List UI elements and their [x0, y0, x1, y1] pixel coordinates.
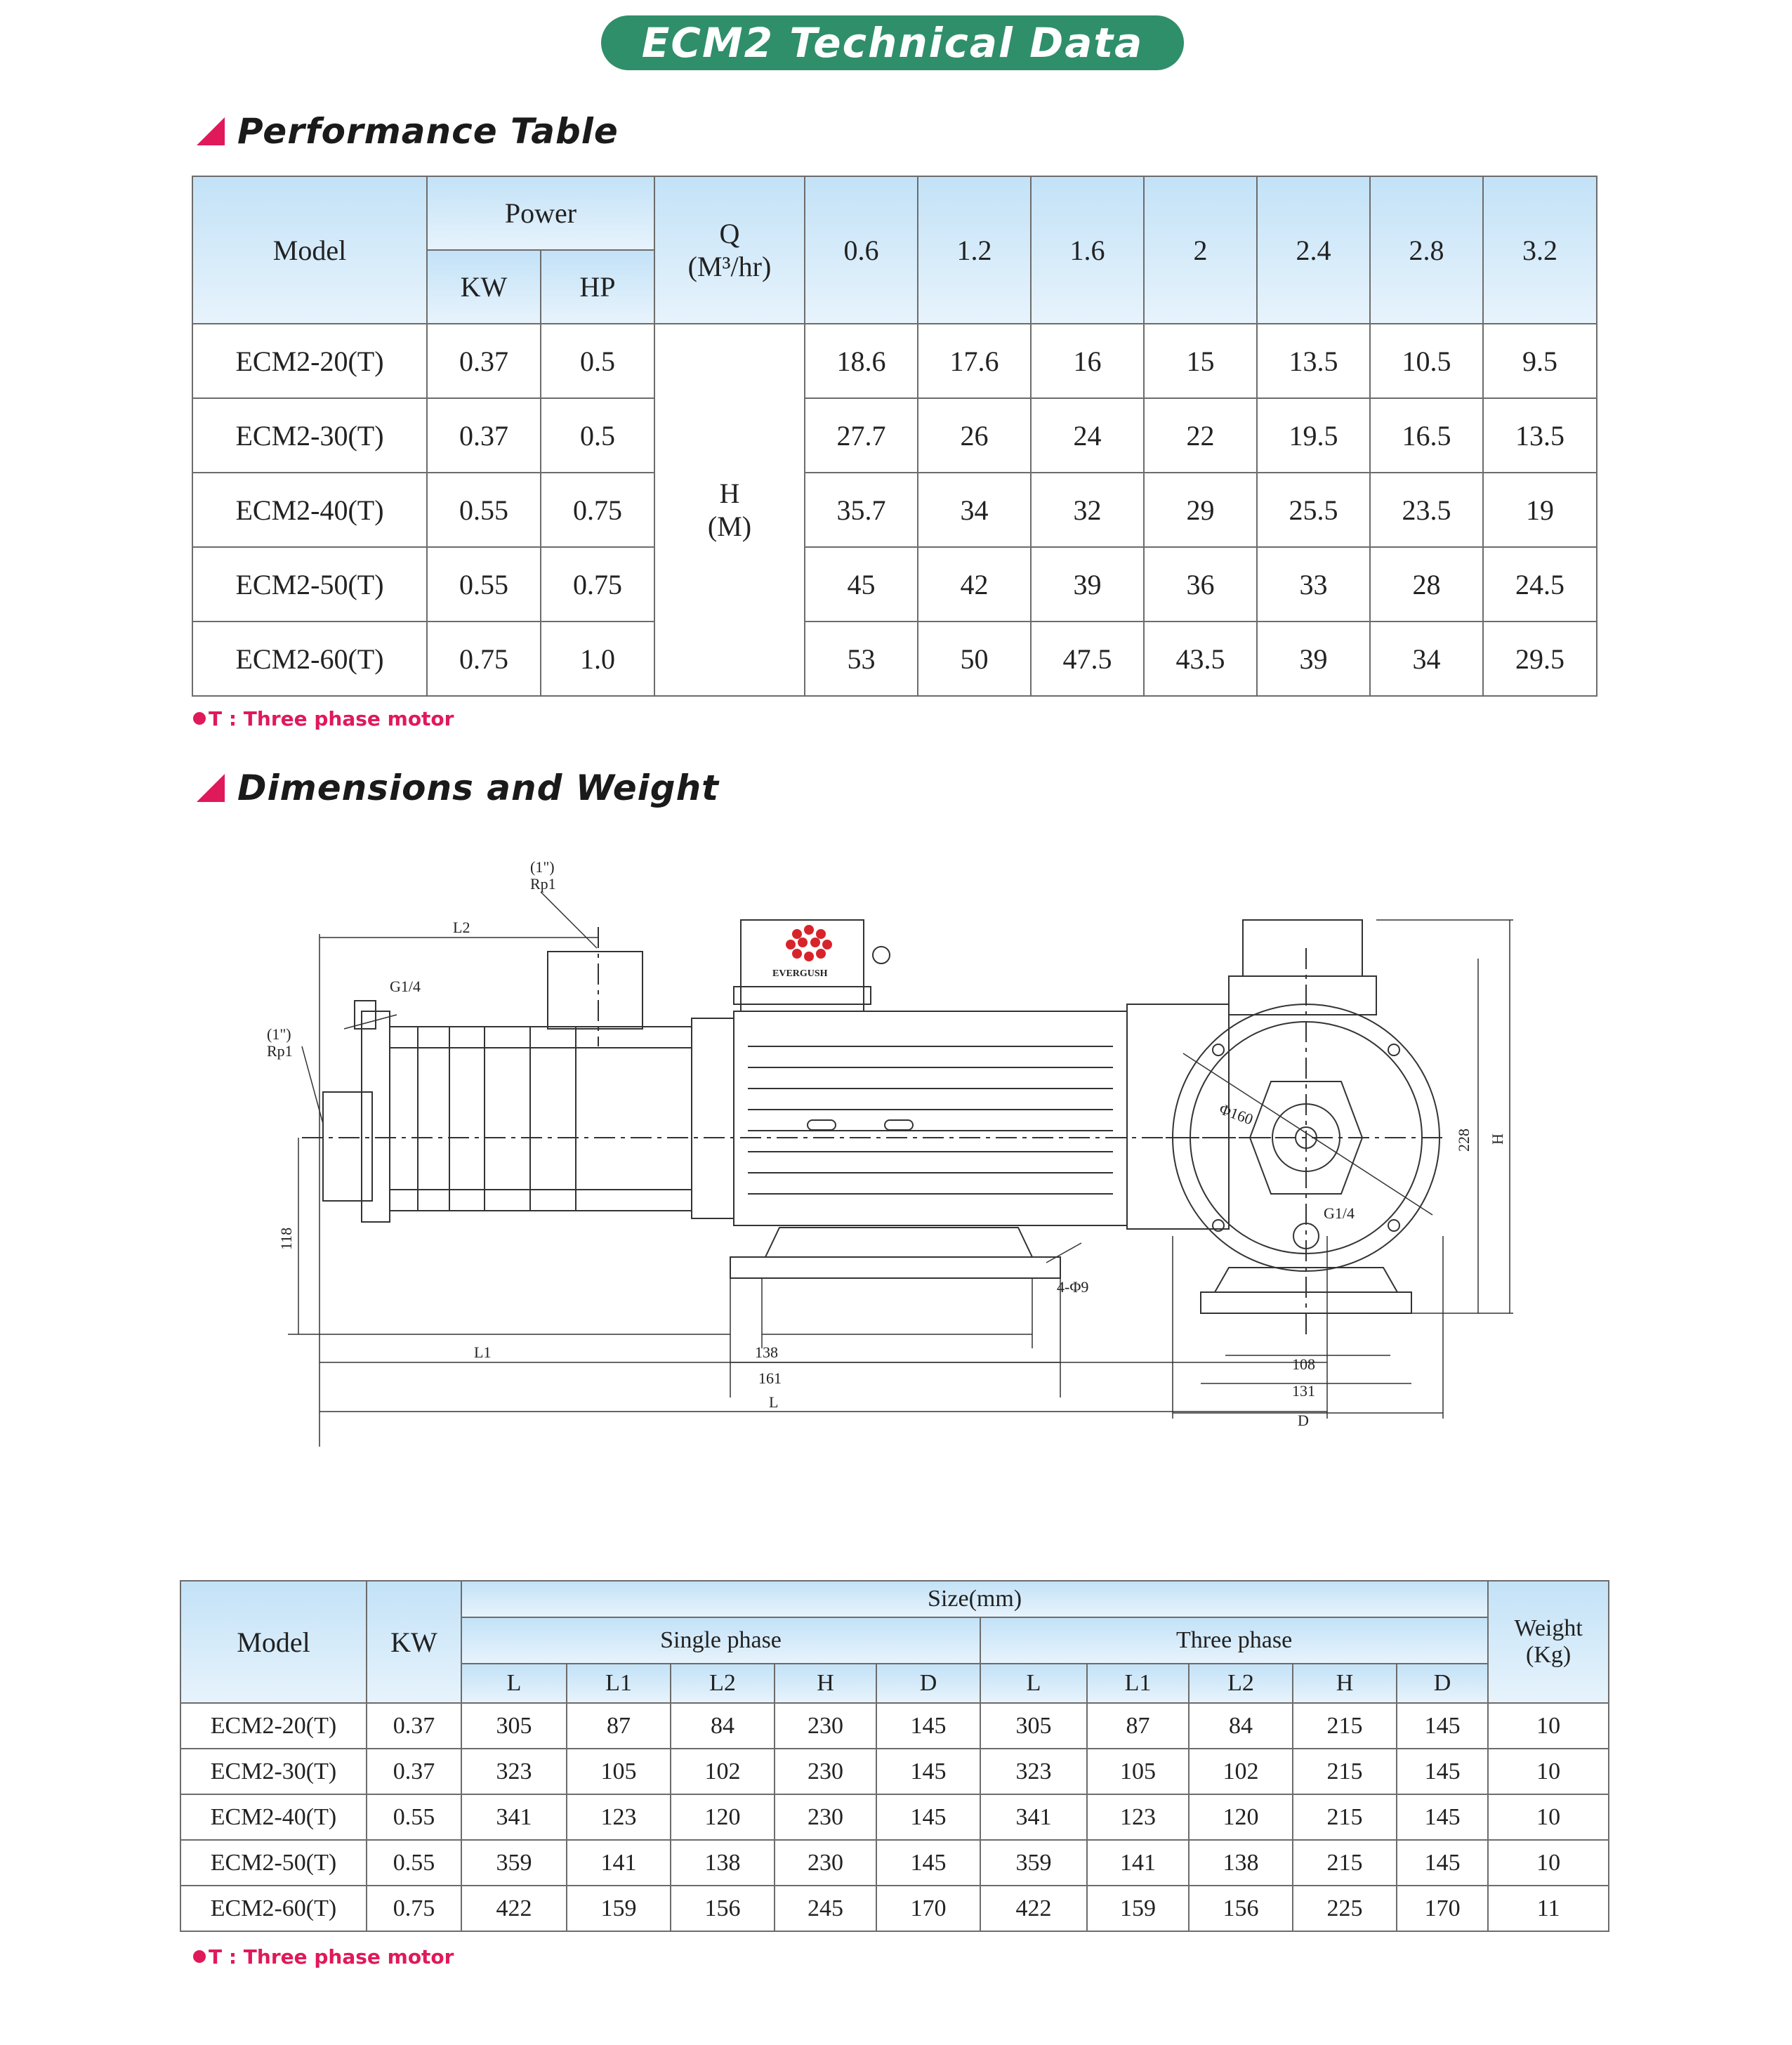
end-view-terminal — [1243, 920, 1362, 976]
table-row — [192, 473, 1597, 547]
model-cell: ECM2-20(T) — [192, 324, 427, 398]
value-cell: 105 — [567, 1749, 671, 1794]
kw-cell: 0.75 — [367, 1886, 461, 1931]
value-cell: 170 — [1397, 1886, 1488, 1931]
model-cell: ECM2-40(T) — [180, 1794, 367, 1840]
value-cell: 215 — [1293, 1749, 1397, 1794]
performance-table — [192, 176, 1597, 697]
value-cell: 145 — [876, 1703, 980, 1749]
head-value: 47.5 — [1031, 622, 1144, 696]
head-value: 13.5 — [1257, 324, 1370, 398]
value-cell: 145 — [876, 1794, 980, 1840]
flow-label: Q — [719, 218, 740, 249]
header-model: Model — [180, 1581, 367, 1703]
header-col-d: D — [876, 1664, 980, 1703]
value-cell: 341 — [980, 1794, 1087, 1840]
head-value: 23.5 — [1370, 473, 1483, 547]
flow-value: 2 — [1144, 176, 1257, 324]
bullet-dot-icon — [193, 1950, 206, 1963]
header-col-l: L — [980, 1664, 1087, 1703]
end-plate — [362, 1011, 390, 1222]
value-cell: 145 — [876, 1749, 980, 1794]
weight-cell: 10 — [1488, 1794, 1609, 1840]
table-row — [180, 1794, 1609, 1840]
label-138: 138 — [755, 1343, 778, 1361]
value-cell: 230 — [775, 1840, 876, 1886]
triangle-bullet-icon — [197, 774, 225, 802]
terminal-box — [741, 920, 864, 1011]
head-value: 26 — [918, 398, 1031, 473]
value-cell: 145 — [876, 1840, 980, 1886]
flow-value: 2.4 — [1257, 176, 1370, 324]
page-title: ECM2 Technical Data — [641, 19, 1144, 67]
header-size: Size(mm) — [461, 1581, 1488, 1617]
value-cell: 145 — [1397, 1840, 1488, 1886]
value-cell: 87 — [1087, 1703, 1189, 1749]
kw-cell: 0.37 — [367, 1749, 461, 1794]
head-value: 35.7 — [805, 473, 918, 547]
head-value: 25.5 — [1257, 473, 1370, 547]
head-value: 16 — [1031, 324, 1144, 398]
end-cap-top — [355, 1001, 376, 1029]
table-row — [192, 398, 1597, 473]
head-value: 53 — [805, 622, 918, 696]
coupling-housing — [692, 1018, 734, 1218]
header-model: Model — [192, 176, 427, 324]
value-cell: 215 — [1293, 1794, 1397, 1840]
head-label-cell — [654, 324, 805, 696]
performance-note-text: T : Three phase motor — [209, 707, 454, 730]
head-value: 29 — [1144, 473, 1257, 547]
kw-cell: 0.55 — [367, 1840, 461, 1886]
head-value: 29.5 — [1483, 622, 1597, 696]
label-phi-160: Φ160 — [1217, 1100, 1256, 1129]
table-row — [192, 547, 1597, 622]
model-cell: ECM2-50(T) — [180, 1840, 367, 1886]
value-cell: 341 — [461, 1794, 567, 1840]
label-l: L — [769, 1393, 779, 1411]
value-cell: 225 — [1293, 1886, 1397, 1931]
value-cell: 170 — [876, 1886, 980, 1931]
value-cell: 84 — [1189, 1703, 1293, 1749]
value-cell: 422 — [461, 1886, 567, 1931]
head-value: 16.5 — [1370, 398, 1483, 473]
table-row — [180, 1886, 1609, 1931]
header-col-h: H — [775, 1664, 876, 1703]
value-cell: 156 — [671, 1886, 775, 1931]
triangle-bullet-icon — [197, 117, 225, 145]
value-cell: 230 — [775, 1794, 876, 1840]
value-cell: 156 — [1189, 1886, 1293, 1931]
table-row — [192, 324, 1597, 398]
outlet-pipe — [548, 952, 643, 1029]
header-col-d: D — [1397, 1664, 1488, 1703]
head-value: 39 — [1257, 622, 1370, 696]
label-131: 131 — [1292, 1382, 1315, 1400]
header-kw: KW — [367, 1581, 461, 1703]
value-cell: 123 — [1087, 1794, 1189, 1840]
value-cell: 141 — [1087, 1840, 1189, 1886]
inlet-flange — [323, 1092, 372, 1201]
head-value: 39 — [1031, 547, 1144, 622]
header-flow — [654, 176, 805, 324]
head-value: 34 — [1370, 622, 1483, 696]
value-cell: 141 — [567, 1840, 671, 1886]
weight-cell: 11 — [1488, 1886, 1609, 1931]
header-three-phase: Three phase — [980, 1617, 1488, 1664]
value-cell: 87 — [567, 1703, 671, 1749]
value-cell: 159 — [567, 1886, 671, 1931]
label-161: 161 — [758, 1369, 782, 1387]
label-g14-right: G1/4 — [1324, 1204, 1355, 1222]
value-cell: 145 — [1397, 1749, 1488, 1794]
performance-heading-text: Performance Table — [237, 111, 619, 152]
head-unit: (M) — [707, 511, 752, 542]
label-4-phi-9: 4-Φ9 — [1057, 1278, 1089, 1296]
motor-base — [765, 1228, 1032, 1257]
label-l2: L2 — [453, 919, 470, 936]
fan-cover — [1127, 1004, 1229, 1229]
performance-heading — [197, 111, 619, 152]
dimensions-note-text: T : Three phase motor — [209, 1945, 454, 1968]
head-value: 45 — [805, 547, 918, 622]
hp-cell: 1.0 — [541, 622, 654, 696]
value-cell: 359 — [980, 1840, 1087, 1886]
head-value: 18.6 — [805, 324, 918, 398]
label-rp1-side-2: Rp1 — [267, 1042, 293, 1060]
table-row — [180, 1749, 1609, 1794]
head-value: 28 — [1370, 547, 1483, 622]
value-cell: 84 — [671, 1703, 775, 1749]
head-value: 42 — [918, 547, 1031, 622]
flow-unit: (M³/hr) — [687, 251, 772, 282]
header-col-l2: L2 — [671, 1664, 775, 1703]
value-cell: 359 — [461, 1840, 567, 1886]
label-h: H — [1489, 1133, 1506, 1145]
label-rp1-top-2: Rp1 — [530, 875, 556, 893]
performance-note — [193, 707, 454, 730]
label-118: 118 — [277, 1227, 295, 1250]
value-cell: 145 — [1397, 1794, 1488, 1840]
header-col-l1: L1 — [1087, 1664, 1189, 1703]
weight-label: Weight — [1514, 1615, 1583, 1641]
value-cell: 138 — [1189, 1840, 1293, 1886]
header-power: Power — [427, 176, 654, 250]
model-cell: ECM2-60(T) — [192, 622, 427, 696]
kw-cell: 0.55 — [427, 547, 541, 622]
dimensions-heading-text: Dimensions and Weight — [237, 768, 720, 808]
table-row — [192, 622, 1597, 696]
flow-value: 3.2 — [1483, 176, 1597, 324]
model-cell: ECM2-50(T) — [192, 547, 427, 622]
flow-value: 1.6 — [1031, 176, 1144, 324]
flow-value: 2.8 — [1370, 176, 1483, 324]
pump-dimension-drawing — [239, 843, 1545, 1447]
value-cell: 422 — [980, 1886, 1087, 1931]
value-cell: 305 — [980, 1703, 1087, 1749]
model-cell: ECM2-30(T) — [192, 398, 427, 473]
header-col-l1: L1 — [567, 1664, 671, 1703]
value-cell: 305 — [461, 1703, 567, 1749]
brand-name: EVERGUSH — [772, 968, 828, 979]
head-value: 9.5 — [1483, 324, 1597, 398]
head-value: 27.7 — [805, 398, 918, 473]
bullet-dot-icon — [193, 712, 206, 725]
value-cell: 323 — [461, 1749, 567, 1794]
kw-cell: 0.37 — [427, 324, 541, 398]
header-col-h: H — [1293, 1664, 1397, 1703]
page-header — [601, 15, 1184, 70]
head-value: 36 — [1144, 547, 1257, 622]
header-col-l2: L2 — [1189, 1664, 1293, 1703]
head-value: 19 — [1483, 473, 1597, 547]
value-cell: 120 — [671, 1794, 775, 1840]
head-value: 10.5 — [1370, 324, 1483, 398]
value-cell: 215 — [1293, 1840, 1397, 1886]
value-cell: 123 — [567, 1794, 671, 1840]
kw-cell: 0.37 — [367, 1703, 461, 1749]
head-label: H — [719, 478, 740, 509]
model-cell: ECM2-30(T) — [180, 1749, 367, 1794]
hp-cell: 0.75 — [541, 473, 654, 547]
header-weight — [1488, 1581, 1609, 1703]
header-col-l: L — [461, 1664, 567, 1703]
hp-cell: 0.5 — [541, 324, 654, 398]
value-cell: 230 — [775, 1749, 876, 1794]
value-cell: 215 — [1293, 1703, 1397, 1749]
value-cell: 105 — [1087, 1749, 1189, 1794]
hp-cell: 0.5 — [541, 398, 654, 473]
table-row — [180, 1703, 1609, 1749]
header-kw: KW — [427, 250, 541, 324]
label-rp1-side: (1") — [267, 1025, 291, 1043]
value-cell: 120 — [1189, 1794, 1293, 1840]
pump-stages — [390, 1027, 692, 1211]
value-cell: 102 — [671, 1749, 775, 1794]
head-value: 24.5 — [1483, 547, 1597, 622]
table-row — [180, 1840, 1609, 1886]
value-cell: 230 — [775, 1703, 876, 1749]
label-108: 108 — [1292, 1355, 1315, 1373]
head-value: 19.5 — [1257, 398, 1370, 473]
brand-logo-icon — [786, 925, 832, 961]
head-value: 24 — [1031, 398, 1144, 473]
value-cell: 245 — [775, 1886, 876, 1931]
kw-cell: 0.75 — [427, 622, 541, 696]
value-cell: 138 — [671, 1840, 775, 1886]
value-cell: 145 — [1397, 1703, 1488, 1749]
head-value: 22 — [1144, 398, 1257, 473]
header-single-phase: Single phase — [461, 1617, 980, 1664]
head-value: 13.5 — [1483, 398, 1597, 473]
value-cell: 323 — [980, 1749, 1087, 1794]
head-value: 33 — [1257, 547, 1370, 622]
label-rp1-top: (1") — [530, 858, 555, 876]
weight-cell: 10 — [1488, 1703, 1609, 1749]
hp-cell: 0.75 — [541, 547, 654, 622]
flow-value: 1.2 — [918, 176, 1031, 324]
label-g14-left: G1/4 — [390, 978, 421, 995]
flow-value: 0.6 — [805, 176, 918, 324]
head-value: 17.6 — [918, 324, 1031, 398]
head-value: 34 — [918, 473, 1031, 547]
kw-cell: 0.37 — [427, 398, 541, 473]
weight-cell: 10 — [1488, 1840, 1609, 1886]
head-value: 32 — [1031, 473, 1144, 547]
model-cell: ECM2-40(T) — [192, 473, 427, 547]
head-value: 50 — [918, 622, 1031, 696]
weight-cell: 10 — [1488, 1749, 1609, 1794]
weight-unit: (Kg) — [1526, 1642, 1572, 1668]
dimensions-heading — [197, 768, 719, 808]
value-cell: 159 — [1087, 1886, 1189, 1931]
dimensions-table — [180, 1580, 1609, 1932]
head-value: 43.5 — [1144, 622, 1257, 696]
kw-cell: 0.55 — [427, 473, 541, 547]
label-d: D — [1298, 1412, 1309, 1429]
dimensions-note — [193, 1945, 454, 1968]
kw-cell: 0.55 — [367, 1794, 461, 1840]
label-228: 228 — [1455, 1129, 1473, 1152]
label-l1: L1 — [474, 1343, 492, 1361]
model-cell: ECM2-20(T) — [180, 1703, 367, 1749]
header-hp: HP — [541, 250, 654, 324]
value-cell: 102 — [1189, 1749, 1293, 1794]
model-cell: ECM2-60(T) — [180, 1886, 367, 1931]
head-value: 15 — [1144, 324, 1257, 398]
